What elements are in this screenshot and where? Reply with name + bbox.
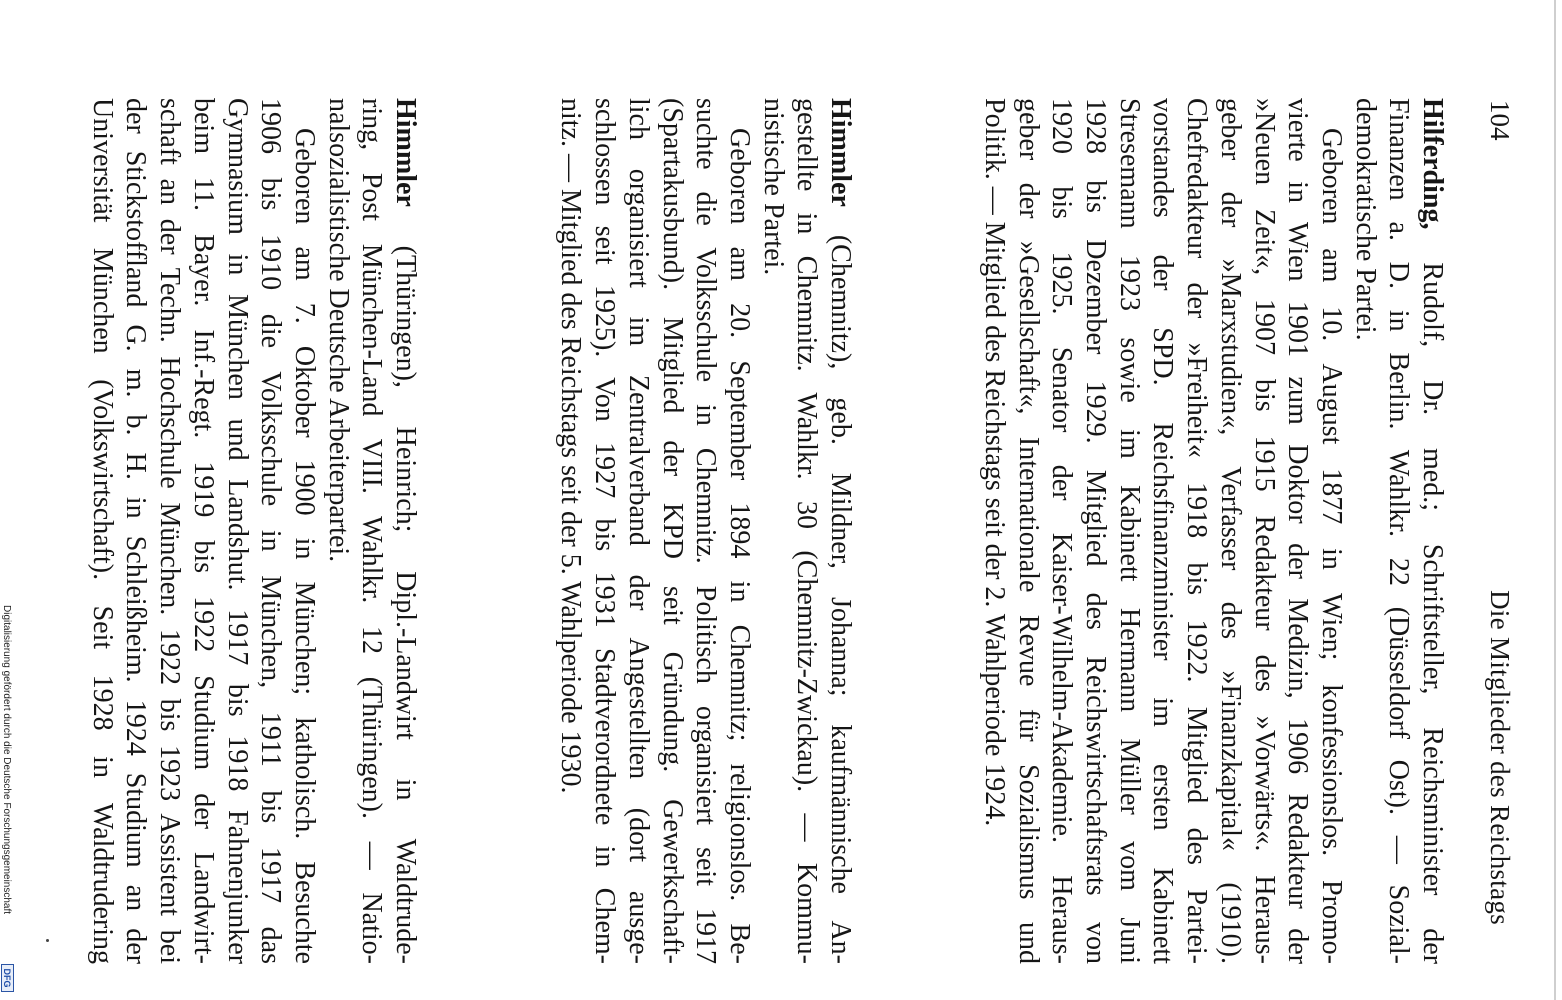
- biography-line: Geboren am 10. August 1877 in Wien; konfessionslos. Promo-: [1315, 128, 1347, 964]
- entry-heading-text: (Thüringen), Heinrich; Dipl.-Landwirt in Waldtrude-: [390, 245, 421, 964]
- entry-hilferding: [977, 98, 1449, 964]
- biography-line: nitz. — Mitglied des Reichstags seit der 5. Wahlperiode 1930.: [555, 98, 587, 794]
- biography-line: Stresemann 1923 sowie im Kabinett Hermann Müller vom Juni: [1113, 98, 1145, 964]
- biography-line: lich organisiert im Zentralverband der Angestellten (dort ausge-: [622, 98, 654, 964]
- entry-heading-text: Rudolf, Dr. med.; Schriftsteller, Reichsminister der: [1417, 262, 1448, 964]
- member-name: Hilferding,: [1417, 98, 1448, 230]
- running-head: Die Mitglieder des Reichstags: [1485, 590, 1515, 925]
- entry-heading-line: nistische Partei.: [757, 98, 789, 276]
- entry-himmler-chemnitz: [554, 98, 857, 964]
- biography-line: Gymnasium in München und Landshut. 1917 bis 1918 Fahnenjunker: [221, 98, 253, 964]
- biography-line: Universität München (Volkswirtschaft). Seit 1928 in Waldtrudering: [86, 98, 118, 964]
- biography-line: schaft an der Techn. Hochschule München. 1922 bis 1923 Assistent bei: [154, 98, 186, 964]
- entry-heading-line: nalsozialistische Deutsche Arbeiterpartei.: [322, 98, 354, 563]
- biography-line: vierte in Wien 1901 zum Doktor der Medizin, 1906 Redakteur der: [1282, 98, 1314, 964]
- entry-heading-line: ring, Post München-Land VIII. Wahlkr. 12 (Thüringen). — Natio-: [356, 98, 388, 964]
- entry-heading-line: [1415, 98, 1449, 964]
- scan-speck: [46, 939, 49, 942]
- biography-line: 1906 bis 1910 die Volksschule in München, 1911 bis 1917 das: [255, 98, 287, 964]
- biography-line: Geboren am 20. September 1894 in Chemnitz; religionslos. Be-: [723, 128, 755, 964]
- biography-line: »Neuen Zeit«, 1907 bis 1915 Redakteur des »Vorwärts«. Heraus-: [1248, 98, 1280, 964]
- entry-heading-text: (Chemnitz), geb. Mildner, Johanna; kaufmännische An-: [825, 234, 856, 964]
- biography-line: (Spartakusbund). Mitglied der KPD seit Gründung. Gewerkschaft-: [656, 98, 688, 964]
- entry-himmler-thueringen: [85, 98, 422, 964]
- biography-line: 1920 bis 1925. Senator der Kaiser-Wilhelm-Akademie. Heraus-: [1046, 98, 1078, 964]
- entry-heading-line: demokratische Partei.: [1349, 98, 1381, 341]
- biography-line: Politik. — Mitglied des Reichstags seit der 2. Wahlperiode 1924.: [979, 98, 1011, 827]
- member-name: Himmler: [390, 98, 421, 207]
- biography-line: der Stickstoffland G. m. b. H. in Schleißheim. 1924 Studium an der: [120, 98, 152, 964]
- digitization-credit: Digitalisierung gefördert durch die Deutsche Forschungsgemeinschaft: [1, 605, 12, 915]
- entry-heading-line: Finanzen a. D. in Berlin. Wahlkr. 22 (Düsseldorf Ost). — Sozial-: [1383, 98, 1415, 964]
- biography-line: Chefredakteur der »Freiheit« 1918 bis 1922. Mitglied des Partei-: [1181, 98, 1213, 964]
- biography-line: beim 11. Bayer. Inf.-Regt. 1919 bis 1922 Studium der Landwirt-: [187, 98, 219, 964]
- biography-line: geber der »Gesellschaft«, Internationale Revue für Sozialismus und: [1012, 98, 1044, 964]
- page-number: 104: [1485, 100, 1515, 141]
- entry-heading-line: gestellte in Chemnitz. Wahlkr. 30 (Chemnitz-Zwickau). — Kommu-: [791, 98, 823, 964]
- biography-line: Geboren am 7. Oktober 1900 in München; katholisch. Besuchte: [288, 128, 320, 964]
- scan-edge-line: [1554, 0, 1556, 1000]
- biography-line: suchte die Volksschule in Chemnitz. Politisch organisiert seit 1917: [690, 98, 722, 964]
- dfg-logo: DFG: [1, 964, 14, 992]
- member-name: Himmler: [825, 98, 856, 207]
- biography-line: schlossen seit 1925). Von 1927 bis 1931 Stadtverordnete in Chem-: [589, 98, 621, 964]
- entry-heading-line: [823, 98, 857, 964]
- biography-line: 1928 bis Dezember 1929. Mitglied des Reichswirtschaftsrats von: [1080, 98, 1112, 964]
- entry-heading-line: [388, 98, 422, 964]
- page-header: [1483, 98, 1517, 964]
- biography-line: geber der »Marxstudien«, Verfasser des »Finanzkapital« (1910).: [1214, 98, 1246, 964]
- biography-line: vorstandes der SPD. Reichsfinanzminister im ersten Kabinett: [1147, 98, 1179, 964]
